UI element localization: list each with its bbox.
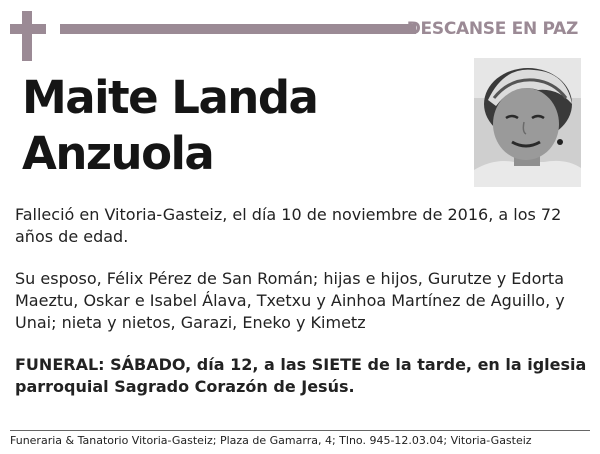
deceased-name-line1: Maite Landa: [22, 71, 318, 124]
footer-divider: [10, 430, 590, 431]
deceased-name-line2: Anzuola: [22, 127, 214, 180]
relatives-list: Su esposo, Félix Pérez de San Román; hijas e hijos, Gurutze y Edorta Maeztu, Oskar e Isabel Álava, Txetxu y Ainhoa Martínez de Aguillo, y Unai; nieta y nietos, Garazi, Eneko y Kimetz: [15, 269, 565, 332]
deceased-name: [22, 70, 317, 182]
header-divider: [60, 24, 416, 34]
header-label: DESCANSE EN PAZ: [406, 19, 578, 39]
death-notice: Falleció en Vitoria-Gasteiz, el día 10 de noviembre de 2016, a los 72 años de edad.: [15, 205, 562, 246]
funeral-home-info: Funeraria & Tanatorio Vitoria-Gasteiz; Plaza de Gamarra, 4; Tlno. 945-12.03.04; Vitoria-Gasteiz: [10, 434, 532, 447]
deceased-photo: [474, 58, 581, 187]
funeral-details: FUNERAL: SÁBADO, día 12, a las SIETE de la tarde, en la iglesia parroquial Sagrado Corazón de Jesús.: [15, 355, 587, 396]
